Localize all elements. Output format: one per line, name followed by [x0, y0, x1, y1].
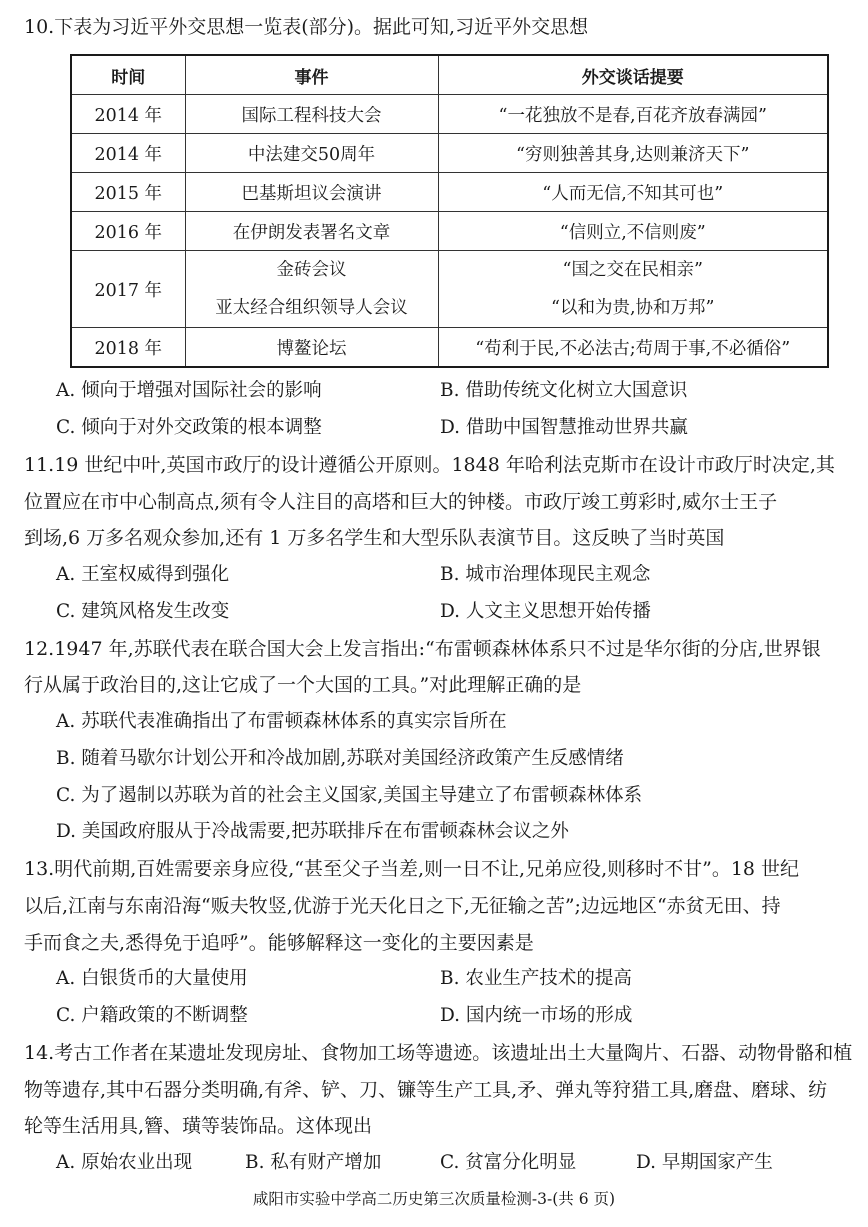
cell-quote: “一花独放不是春,百花齐放春满园”	[438, 95, 828, 134]
q10-option-a[interactable]: A. 倾向于增强对国际社会的影响	[56, 380, 322, 401]
q14-option-a[interactable]: A. 原始农业出现	[56, 1152, 193, 1173]
foreign-policy-table	[70, 54, 829, 368]
cell-event: 中法建交50周年	[185, 134, 438, 173]
q11-line-3: 到场,6 万多名观众参加,还有 1 万多名学生和大型乐队表演节目。这反映了当时英国	[24, 527, 725, 549]
cell-quote: “苟利于民,不必法古;苟周于事,不必循俗”	[438, 328, 828, 368]
q10-option-d[interactable]: D. 借助中国智慧推动世界共赢	[440, 417, 688, 438]
q14-option-d[interactable]: D. 早期国家产生	[636, 1152, 773, 1173]
q12-option-c[interactable]: C. 为了遏制以苏联为首的社会主义国家,美国主导建立了布雷顿森林体系	[56, 785, 643, 806]
table-row	[71, 95, 828, 134]
q14-line-3: 轮等生活用具,簪、璜等装饰品。这体现出	[24, 1115, 373, 1137]
q11-option-d[interactable]: D. 人文主义思想开始传播	[440, 601, 651, 622]
q13-option-d[interactable]: D. 国内统一市场的形成	[440, 1005, 633, 1026]
table-row	[71, 134, 828, 173]
q12-option-a[interactable]: A. 苏联代表准确指出了布雷顿森林体系的真实宗旨所在	[56, 711, 507, 732]
q11-line-1: 11.19 世纪中叶,英国市政厅的设计遵循公开原则。1848 年哈利法克斯市在设计市政厅时决定,其	[24, 454, 835, 476]
cell-quote: “信则立,不信则废”	[438, 212, 828, 251]
table-row	[71, 173, 828, 212]
q14-option-c[interactable]: C. 贫富分化明显	[440, 1152, 577, 1173]
header-remarks: 外交谈话提要	[438, 55, 828, 95]
q11-line-2: 位置应在市中心制高点,须有令人注目的高塔和巨大的钟楼。市政厅竣工剪彩时,威尔士王子	[24, 491, 778, 513]
q12-option-b[interactable]: B. 随着马歇尔计划公开和冷战加剧,苏联对美国经济政策产生反感情绪	[56, 748, 624, 769]
cell-event: 博鳌论坛	[185, 328, 438, 368]
quote-line: “以和为贵,协和万邦”	[551, 298, 715, 318]
header-event: 事件	[185, 55, 438, 95]
cell-quote: “穷则独善其身,达则兼济天下”	[438, 134, 828, 173]
q12-option-d[interactable]: D. 美国政府服从于冷战需要,把苏联排斥在布雷顿森林会议之外	[56, 821, 569, 842]
table-row	[71, 328, 828, 368]
cell-year: 2014 年	[71, 95, 185, 134]
q11-option-b[interactable]: B. 城市治理体现民主观念	[440, 564, 651, 585]
q10-option-c[interactable]: C. 倾向于对外交政策的根本调整	[56, 417, 322, 438]
q10-option-b[interactable]: B. 借助传统文化树立大国意识	[440, 380, 688, 401]
q13-line-3: 手而食之夫,悉得免于追呼”。能够解释这一变化的主要因素是	[24, 932, 534, 954]
cell-year: 2016 年	[71, 212, 185, 251]
q14-line-2: 物等遗存,其中石器分类明确,有斧、铲、刀、镰等生产工具,矛、弹丸等狩猎工具,磨盘、磨球、纺	[24, 1079, 828, 1101]
event-line: 亚太经合组织领导人会议	[215, 298, 408, 318]
cell-event: 巴基斯坦议会演讲	[185, 173, 438, 212]
cell-year: 2015 年	[71, 173, 185, 212]
table-row	[71, 251, 828, 328]
q13-line-1: 13.明代前期,百姓需要亲身应役,“甚至父子当差,则一日不让,兄弟应役,则移时不甘”。18 世纪	[24, 858, 800, 880]
cell-event: 在伊朗发表署名文章	[185, 212, 438, 251]
cell-quote: “人而无信,不知其可也”	[438, 173, 828, 212]
q10-stem: 10.下表为习近平外交思想一览表(部分)。据此可知,习近平外交思想	[24, 16, 589, 38]
cell-year: 2018 年	[71, 328, 185, 368]
header-time: 时间	[71, 55, 185, 95]
q14-option-b[interactable]: B. 私有财产增加	[245, 1152, 382, 1173]
q13-option-a[interactable]: A. 白银货币的大量使用	[56, 968, 248, 989]
q12-line-2: 行从属于政治目的,这让它成了一个大国的工具。”对此理解正确的是	[24, 674, 582, 696]
q13-line-2: 以后,江南与东南沿海“贩夫牧竖,优游于光天化日之下,无征输之苦”;边远地区“赤贫无田、持	[24, 895, 781, 917]
q13-option-b[interactable]: B. 农业生产技术的提高	[440, 968, 632, 989]
event-line: 金砖会议	[276, 260, 347, 280]
cell-event	[185, 251, 438, 328]
quote-line: “国之交在民相亲”	[562, 260, 703, 280]
page-footer: 咸阳市实验中学高二历史第三次质量检测-3-(共 6 页)	[252, 1190, 616, 1208]
cell-year: 2014 年	[71, 134, 185, 173]
q11-option-a[interactable]: A. 王室权威得到强化	[56, 564, 230, 585]
cell-event: 国际工程科技大会	[185, 95, 438, 134]
table-row	[71, 212, 828, 251]
q14-line-1: 14.考古工作者在某遗址发现房址、食物加工场等遗迹。该遗址出土大量陶片、石器、动物骨骼和植	[24, 1042, 853, 1064]
q11-option-c[interactable]: C. 建筑风格发生改变	[56, 601, 230, 622]
cell-year: 2017 年	[71, 251, 185, 328]
cell-quote	[438, 251, 828, 328]
q13-option-c[interactable]: C. 户籍政策的不断调整	[56, 1005, 248, 1026]
q12-line-1: 12.1947 年,苏联代表在联合国大会上发言指出:“布雷顿森林体系只不过是华尔街的分店,世界银	[24, 638, 821, 660]
table-header-row	[71, 55, 828, 95]
